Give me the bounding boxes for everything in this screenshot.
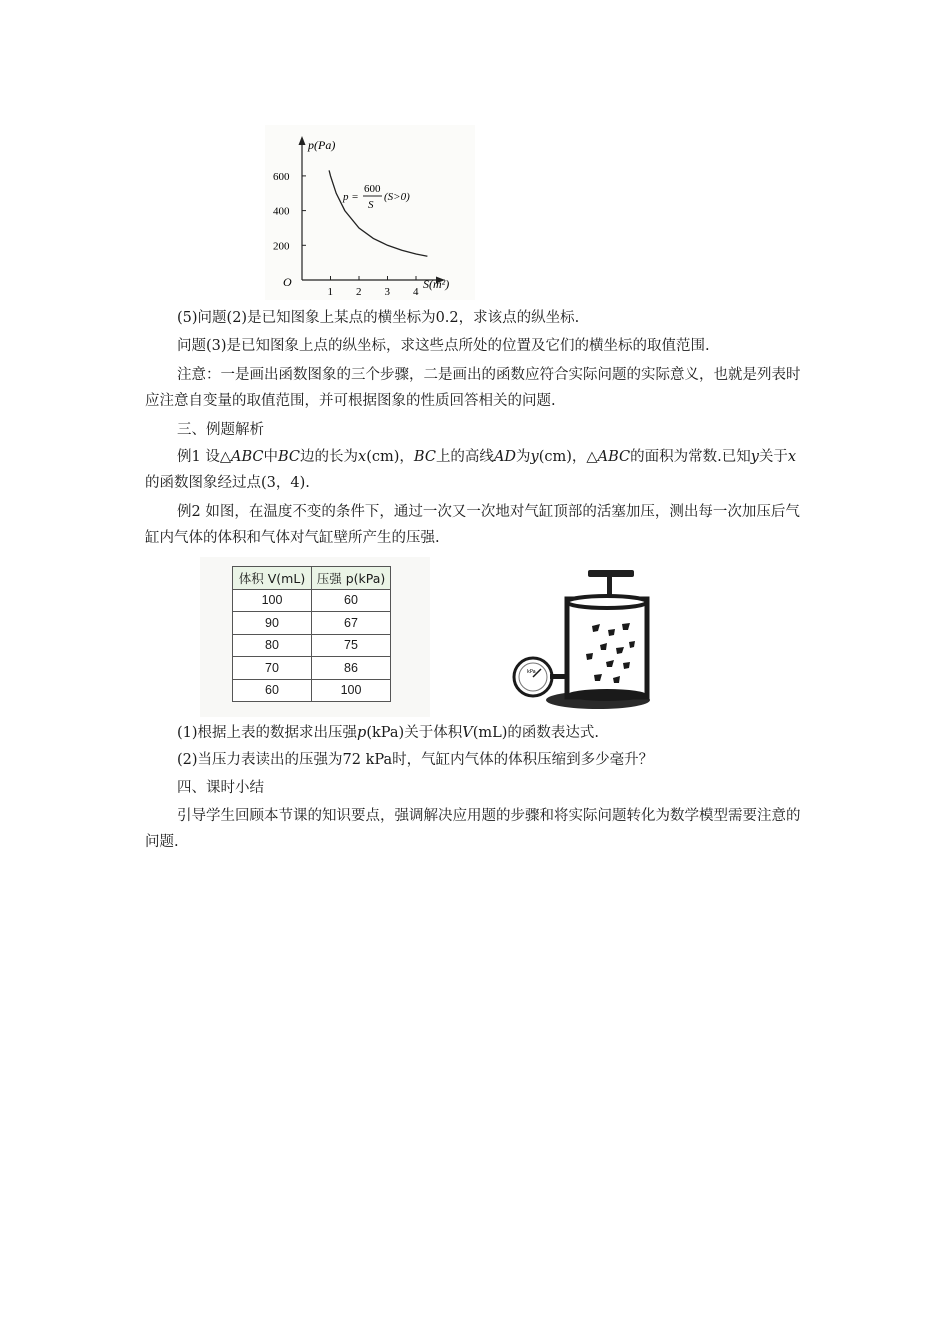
y-tick-label: 200 (273, 240, 290, 253)
math-var: AD (493, 449, 517, 465)
table-cell: 100 (233, 589, 312, 612)
x-tick-label: 3 (384, 286, 390, 298)
table-cell: 67 (312, 612, 391, 635)
y-axis-arrow (299, 136, 306, 145)
text-run: (cm)， (366, 449, 414, 465)
section-heading-summary: 四、课时小结 (177, 780, 264, 796)
paragraph-question-2: (2)当压力表读出的压强为72 kPa时，气缸内气体的体积压缩到多少毫升？ (177, 752, 654, 768)
paragraph-question-2-note: (5)问题(2)是已知图象上某点的横坐标为0.2，求该点的纵坐标. (177, 310, 580, 326)
math-var: ABC (231, 449, 264, 465)
formula-numerator: 600 (364, 183, 381, 195)
gauge-pipe (550, 674, 569, 679)
text-run: 边的长为 (300, 449, 359, 465)
table-row (233, 657, 391, 680)
section-heading-examples: 三、例题解析 (177, 422, 264, 438)
table-row (233, 634, 391, 657)
y-tick-label: 400 (273, 205, 290, 218)
table-cell: 60 (233, 679, 312, 702)
x-axis-label: S(m²) (423, 277, 450, 291)
math-var: y (530, 449, 539, 465)
math-var: y (750, 449, 759, 465)
math-var: ABC (597, 449, 631, 465)
table-row (233, 589, 391, 612)
text-run: 关于 (758, 449, 788, 465)
text-run: (mL)的函数表达式. (472, 725, 599, 741)
formula-denominator: S (368, 199, 374, 211)
table-cell: 80 (233, 634, 312, 657)
paragraph-example-1 (145, 444, 810, 496)
math-var: V (462, 725, 473, 741)
math-var: x (787, 449, 797, 465)
cylinder-top (567, 596, 647, 608)
volume-pressure-table-figure (200, 557, 430, 717)
x-tick-label: 4 (413, 286, 419, 298)
column-header-pressure: 压强 p(kPa) (312, 567, 391, 590)
x-tick-label: 1 (327, 286, 333, 298)
text-run: 中 (263, 449, 278, 465)
graph-svg (265, 125, 475, 300)
table-cell: 86 (312, 657, 391, 680)
text-run: 的面积为常数.已知 (630, 449, 751, 465)
text-run: 例1 设△ (177, 449, 231, 465)
formula-condition: (S>0) (384, 191, 410, 203)
math-var: x (358, 449, 367, 465)
paragraph-question-3-note: 问题(3)是已知图象上点的纵坐标，求这些点所处的位置及它们的横坐标的取值范围. (177, 338, 710, 354)
table-row (233, 612, 391, 635)
text-run: 的函数图象经过点(3，4). (145, 475, 310, 491)
volume-pressure-table (232, 566, 391, 702)
text-run: 上的高线 (435, 449, 494, 465)
text-run: (1)根据上表的数据求出压强 (177, 725, 358, 741)
paragraph-summary: 引导学生回顾本节课的知识要点，强调解决应用题的步骤和将实际问题转化为数学模型需要注意的问题. (145, 808, 801, 850)
cylinder-body (567, 599, 647, 697)
column-header-volume: 体积 V(mL) (233, 567, 312, 590)
table-cell: 75 (312, 634, 391, 657)
y-tick-label: 600 (273, 170, 290, 183)
cylinder-bottom (567, 689, 647, 701)
cylinder-apparatus-illustration (510, 562, 650, 712)
paragraph-attention: 注意：一是画出函数图象的三个步骤，二是画出的函数应符合实际问题的实际意义，也就是列表时应注意自变量的取值范围，并可根据图象的性质回答相关的问题. (145, 367, 801, 409)
text-run: 为 (516, 449, 531, 465)
table-cell: 60 (312, 589, 391, 612)
table-cell: 90 (233, 612, 312, 635)
table-cell: 70 (233, 657, 312, 680)
formula-annotation (342, 183, 410, 211)
y-axis-label: p(Pa) (308, 138, 336, 152)
origin-label: O (283, 275, 292, 289)
math-var: p (357, 725, 367, 741)
formula-left: p = (343, 191, 359, 203)
table-header-row (233, 567, 391, 590)
paragraph-question-1 (145, 720, 810, 746)
x-tick-label: 2 (356, 286, 362, 298)
math-var: BC (413, 449, 436, 465)
gauge-unit-label: kPa (527, 669, 536, 675)
table-row (233, 679, 391, 702)
table-cell: 100 (312, 679, 391, 702)
paragraph-example-2: 例2 如图，在温度不变的条件下，通过一次又一次地对气缸顶部的活塞加压，测出每一次加压后气缸内气体的体积和气体对气缸壁所产生的压强. (145, 504, 800, 546)
pressure-area-graph (265, 125, 475, 300)
piston-handle (588, 570, 634, 577)
text-run: (kPa)关于体积 (366, 725, 463, 741)
text-run: (cm)，△ (538, 449, 598, 465)
math-var: BC (278, 449, 301, 465)
cylinder-svg (510, 562, 650, 712)
